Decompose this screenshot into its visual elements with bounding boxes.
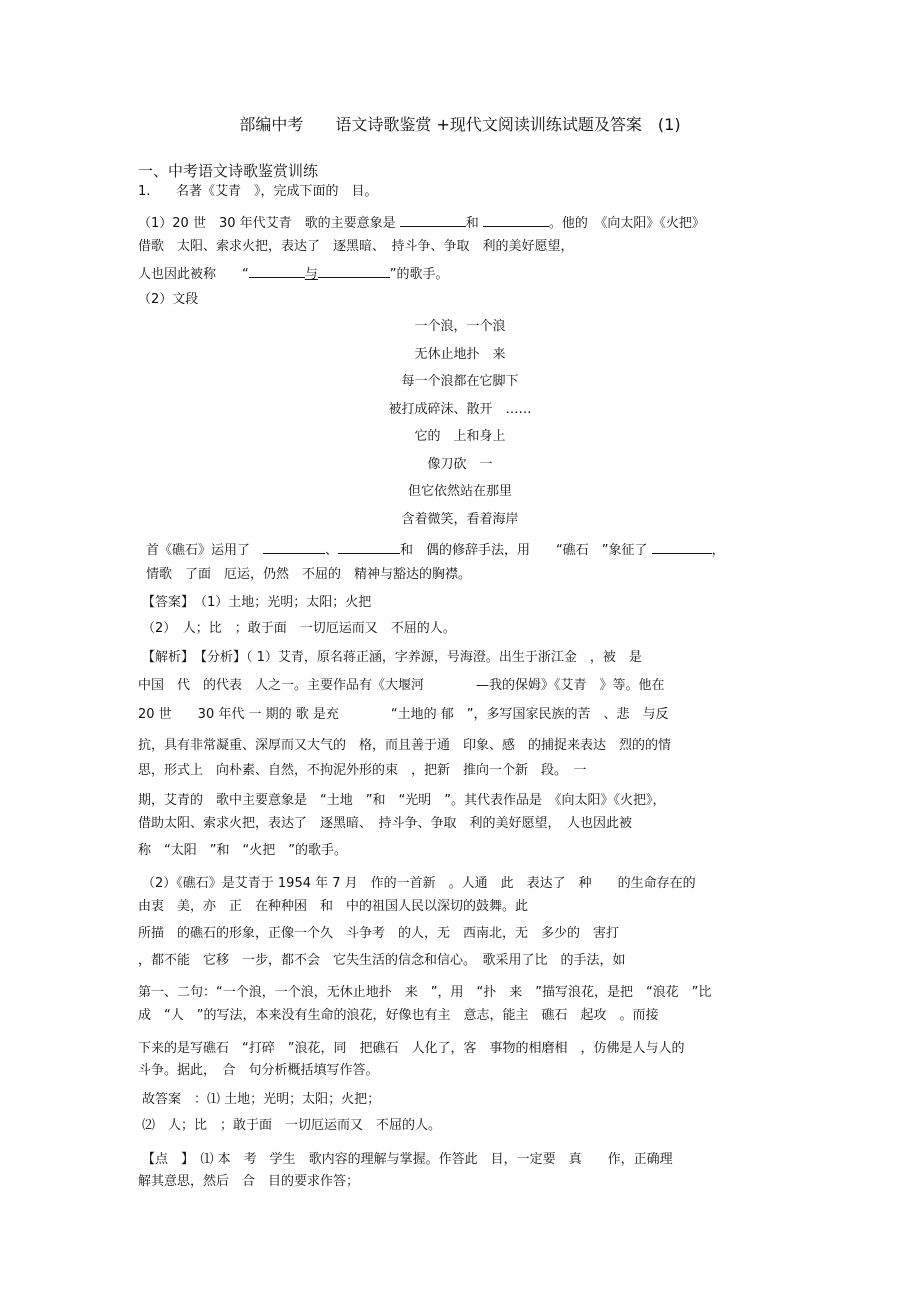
answer-blank — [249, 264, 305, 278]
analysis-line: 故答案 ：⑴ 土地；光明；太阳；火把； — [142, 1092, 381, 1107]
analysis-line: 借助太阳、索求火把，表达了 逐黑暗、 持斗争、争取 利的美好愿望， 人也因此被 — [138, 816, 633, 831]
analysis-line: 由衷 美，亦 正 在种种困 和 中的祖国人民以深切的鼓舞。此 — [138, 899, 529, 914]
answer-blank — [400, 213, 466, 227]
analysis-line: 抗，具有非常凝重、深厚而又大气的 格，而且善于通 印象、感 的捕捉来表达 烈的的情 — [138, 738, 672, 753]
analysis-line: ，都不能 它移 一步，都不会 它失生活的信念和信心。 歌采用了比 的手法，如 — [138, 953, 626, 968]
poem-line: 但它依然站在那里 — [407, 484, 512, 499]
question-part1-line3 — [138, 264, 449, 284]
part1-line3-text-a: 人也因此被称 “ — [138, 267, 249, 282]
analysis-line: 思，形式上 向朴素、自然，不拘泥外形的束 ，把新 推向一个新 段。 一 — [138, 763, 587, 778]
poem-line: 像刀砍 一 — [427, 457, 493, 472]
answer-blank — [652, 540, 712, 554]
analysis-line: 下来的是写礁石 “打碎 ”浪花，同 把礁石 人化了，客 事物的相磨相 ，仿佛是人与人的 — [138, 1041, 685, 1056]
answer-line: （2） 人；比 ；敢于面 一切厄运而又 不屈的人。 — [142, 621, 456, 636]
analysis-line: 【点 】 ⑴ 本 考 学生 歌内容的理解与掌握。作答此 目，一定要 真 作，正确理 — [142, 1152, 673, 1167]
page-title: 部编中考 语文诗歌鉴赏 +现代文阅读训练试题及答案 (1) — [239, 115, 681, 134]
part1-line1-text-a: （1）20 世 30 年代艾青 歌的主要意象是 — [138, 216, 396, 231]
part2-text-d: ， — [711, 543, 725, 558]
section-heading: 一、中考语文诗歌鉴赏训练 — [138, 162, 319, 180]
analysis-line: 成 “人 ”的写法，本来没有生命的浪花，好像也有主 意志，能主 礁石 起攻 。而接 — [138, 1008, 659, 1023]
analysis-line: 第一、二句：“一个浪，一个浪，无休止地扑 来 ”，用 “扑 来 ”描写浪花，是把 “浪花 ”比 — [138, 985, 712, 1000]
question-prompt: 名著《艾青 》，完成下面的 目。 — [176, 184, 378, 199]
poem-line: 无休止地扑 来 — [414, 347, 506, 362]
analysis-line: ⑵ 人；比 ；敢于面 一切厄运而又 不屈的人。 — [142, 1118, 442, 1133]
answer-blank — [263, 540, 325, 554]
poem-line: 它的 上和身上 — [414, 429, 506, 444]
question-part1-line1 — [138, 213, 705, 233]
answer-blank — [483, 213, 549, 227]
part2-text-c: 和 偶的修辞手法，用 “礁石 ”象征了 — [400, 543, 648, 558]
part2-text-b: 、 — [325, 543, 339, 558]
analysis-line: 斗争。据此， 合 句分析概括填写作答。 — [138, 1063, 379, 1078]
analysis-line: 所描 的礁石的形象，正像一个久 斗争考 的人，无 西南北，无 多少的 害打 — [138, 926, 620, 941]
part1-line1-text-b: 和 — [465, 216, 479, 231]
poem-line: 一个浪，一个浪 — [414, 319, 506, 334]
analysis-line: 期，艾青的 歌中主要意象是 “土地 ”和 “光明 ”。其代表作品是 《向太阳》《火把》， — [138, 793, 666, 808]
question-part2-line1 — [146, 540, 725, 560]
analysis-line: 中国 代 的代表 人之一。主要作品有《大堰河 —我的保姆》《艾青 》等。他在 — [138, 678, 665, 693]
poem-line: 每一个浪都在它脚下 — [401, 374, 519, 389]
part2-text-a: 首《礁石》运用了 — [146, 543, 251, 558]
part1-line3-mid: 与 — [304, 267, 318, 282]
question-part2-line2: 情歌 了面 厄运，仍然 不屈的 精神与豁达的胸襟。 — [146, 567, 472, 582]
analysis-line: 【解析】 【分析】（ 1）艾青，原名蒋正涵，字养源，号海澄。出生于浙江金 ，被 是 — [142, 650, 642, 665]
answer-blank — [338, 540, 400, 554]
poem-line: 被打成碎沫、散开 …… — [388, 402, 532, 417]
analysis-line: 称 “太阳 ”和 “火把 ”的歌手。 — [138, 843, 347, 858]
question-number: 1. — [138, 184, 151, 199]
analysis-line: （2）《礁石》是艾青于 1954 年 7 月 作的一首新 。人通 此 表达了 种 的生命存在的 — [142, 876, 696, 891]
poem-line: 含着微笑，看着海岸 — [401, 512, 519, 527]
analysis-line: 解其意思，然后 合 目的要求作答； — [138, 1174, 360, 1189]
answer-blank — [318, 264, 390, 278]
question-part2-label: （2）文段 — [138, 292, 199, 307]
part1-line1-text-c: 。他的 《向太阳》《火把》 — [548, 216, 705, 231]
question-part1-line2: 借歌 太阳、索求火把，表达了 逐黑暗、 持斗争、争取 利的美好愿望， — [138, 239, 574, 254]
answer-line: 【答案】 （1）土地；光明；太阳；火把 — [142, 595, 372, 610]
part1-line3-text-c: ”的歌手。 — [389, 267, 449, 282]
analysis-line: 20 世 30 年代 一 期的 歌 是充 “土地的 郁 ”，多写国家民族的苦 、悲 与反 — [138, 707, 669, 722]
